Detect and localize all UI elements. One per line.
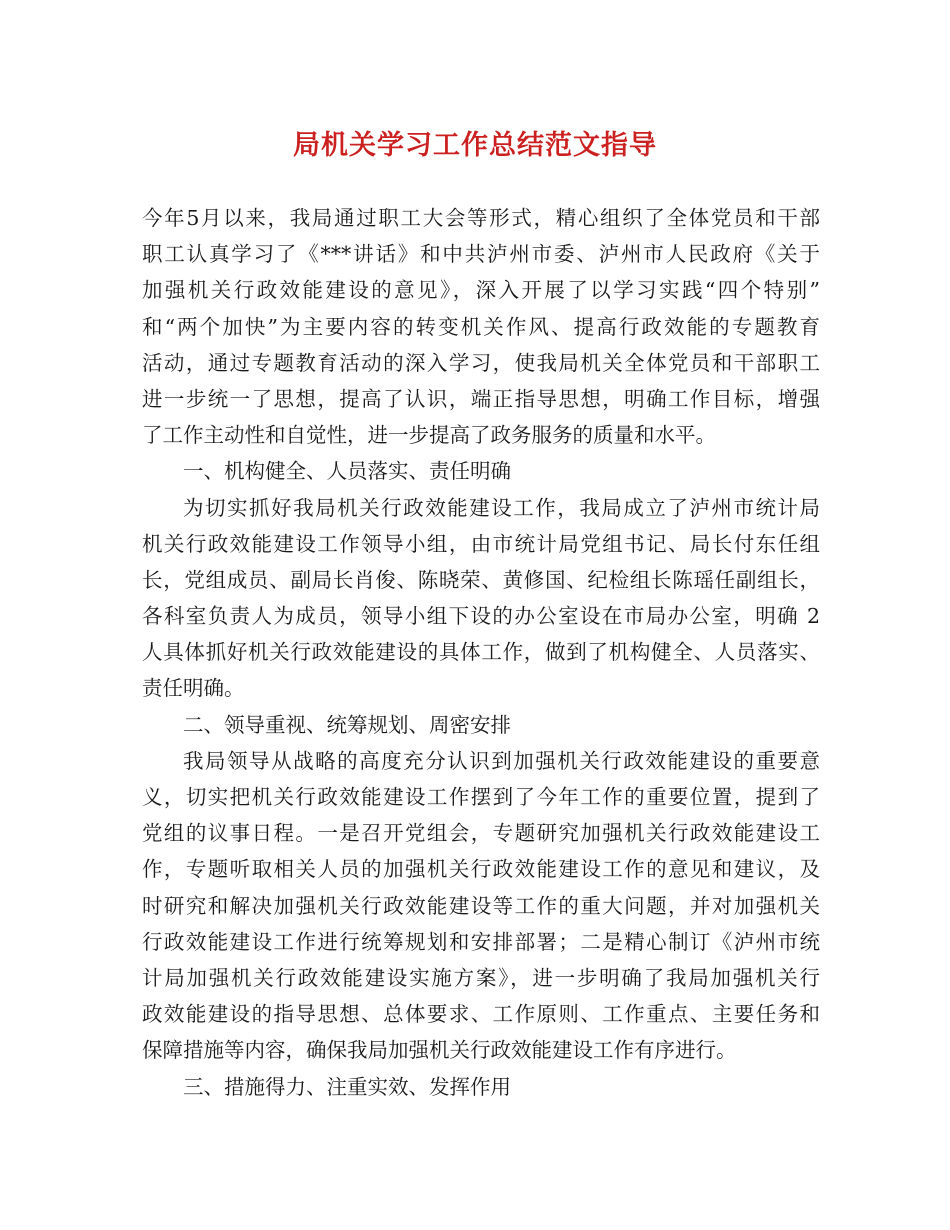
text-line: 义，切实把机关行政效能建设工作摆到了今年工作的重要位置，提到了 xyxy=(142,785,820,809)
text-line: 加强机关行政效能建设的意见》，深入开展了以学习实践“四个特别” xyxy=(142,278,820,303)
text-line: 活动，通过专题教育活动的深入学习，使我局机关全体党员和干部职工 xyxy=(142,350,820,375)
text-line: 各科室负责人为成员，领导小组下设的办公室设在市局办公室，明确 2 xyxy=(142,604,820,629)
paragraph-organization xyxy=(142,490,820,707)
text-line: 责任明确。 xyxy=(142,676,245,701)
text-line: 机关行政效能建设工作领导小组，由市统计局党组书记、局长付东任组 xyxy=(142,531,820,556)
text-line: 保障措施等内容，确保我局加强机关行政效能建设工作有序进行。 xyxy=(142,1038,737,1063)
text-line: 长，党组成员、副局长肖俊、陈晓荣、黄修国、纪检组长陈瑶任副组长， xyxy=(142,567,820,592)
text-line: 和“两个加快”为主要内容的转变机关作风、提高行政效能的专题教育 xyxy=(142,314,820,339)
text-line: 进一步统一了思想，提高了认识，端正指导思想，明确工作目标，增强 xyxy=(142,386,820,411)
paragraph-intro xyxy=(142,200,820,453)
text-line: 今年5月以来，我局通过职工大会等形式，精心组织了全体党员和干部 xyxy=(142,206,820,230)
document-title: 局机关学习工作总结范文指导 xyxy=(293,130,657,161)
section-heading: 一、机构健全、人员落实、责任明确 xyxy=(183,459,511,484)
text-line: 人具体抓好机关行政效能建设的具体工作，做到了机构健全、人员落实、 xyxy=(142,640,820,665)
text-line: 党组的议事日程。一是召开党组会，专题研究加强机关行政效能建设工 xyxy=(142,821,820,846)
section-heading: 三、措施得力、注重实效、发挥作用 xyxy=(183,1074,511,1099)
text-line: 行政效能建设工作进行统筹规划和安排部署；二是精心制订《泸州市统 xyxy=(142,929,820,954)
text-line: 计局加强机关行政效能建设实施方案》，进一步明确了我局加强机关行 xyxy=(142,965,820,990)
text-line: 职工认真学习了《***讲话》和中共泸州市委、泸州市人民政府《关于 xyxy=(142,242,820,267)
document-body xyxy=(142,200,820,1105)
text-line: 政效能建设的指导思想、总体要求、工作原则、工作重点、主要任务和 xyxy=(142,1002,820,1027)
text-line: 我局领导从战略的高度充分认识到加强机关行政效能建设的重要意 xyxy=(183,748,820,773)
text-line: 作，专题听取相关人员的加强机关行政效能建设工作的意见和建议，及 xyxy=(142,857,820,882)
section-heading-1 xyxy=(142,453,820,489)
paragraph-leadership xyxy=(142,743,820,1069)
section-heading: 二、领导重视、统筹规划、周密安排 xyxy=(183,712,511,737)
section-heading-2 xyxy=(142,707,820,743)
section-heading-3 xyxy=(142,1069,820,1105)
text-line: 时研究和解决加强机关行政效能建设等工作的重大问题，并对加强机关 xyxy=(142,893,820,918)
text-line: 为切实抓好我局机关行政效能建设工作，我局成立了泸州市统计局 xyxy=(183,495,820,520)
text-line: 了工作主动性和自觉性，进一步提高了政务服务的质量和水平。 xyxy=(142,423,716,448)
